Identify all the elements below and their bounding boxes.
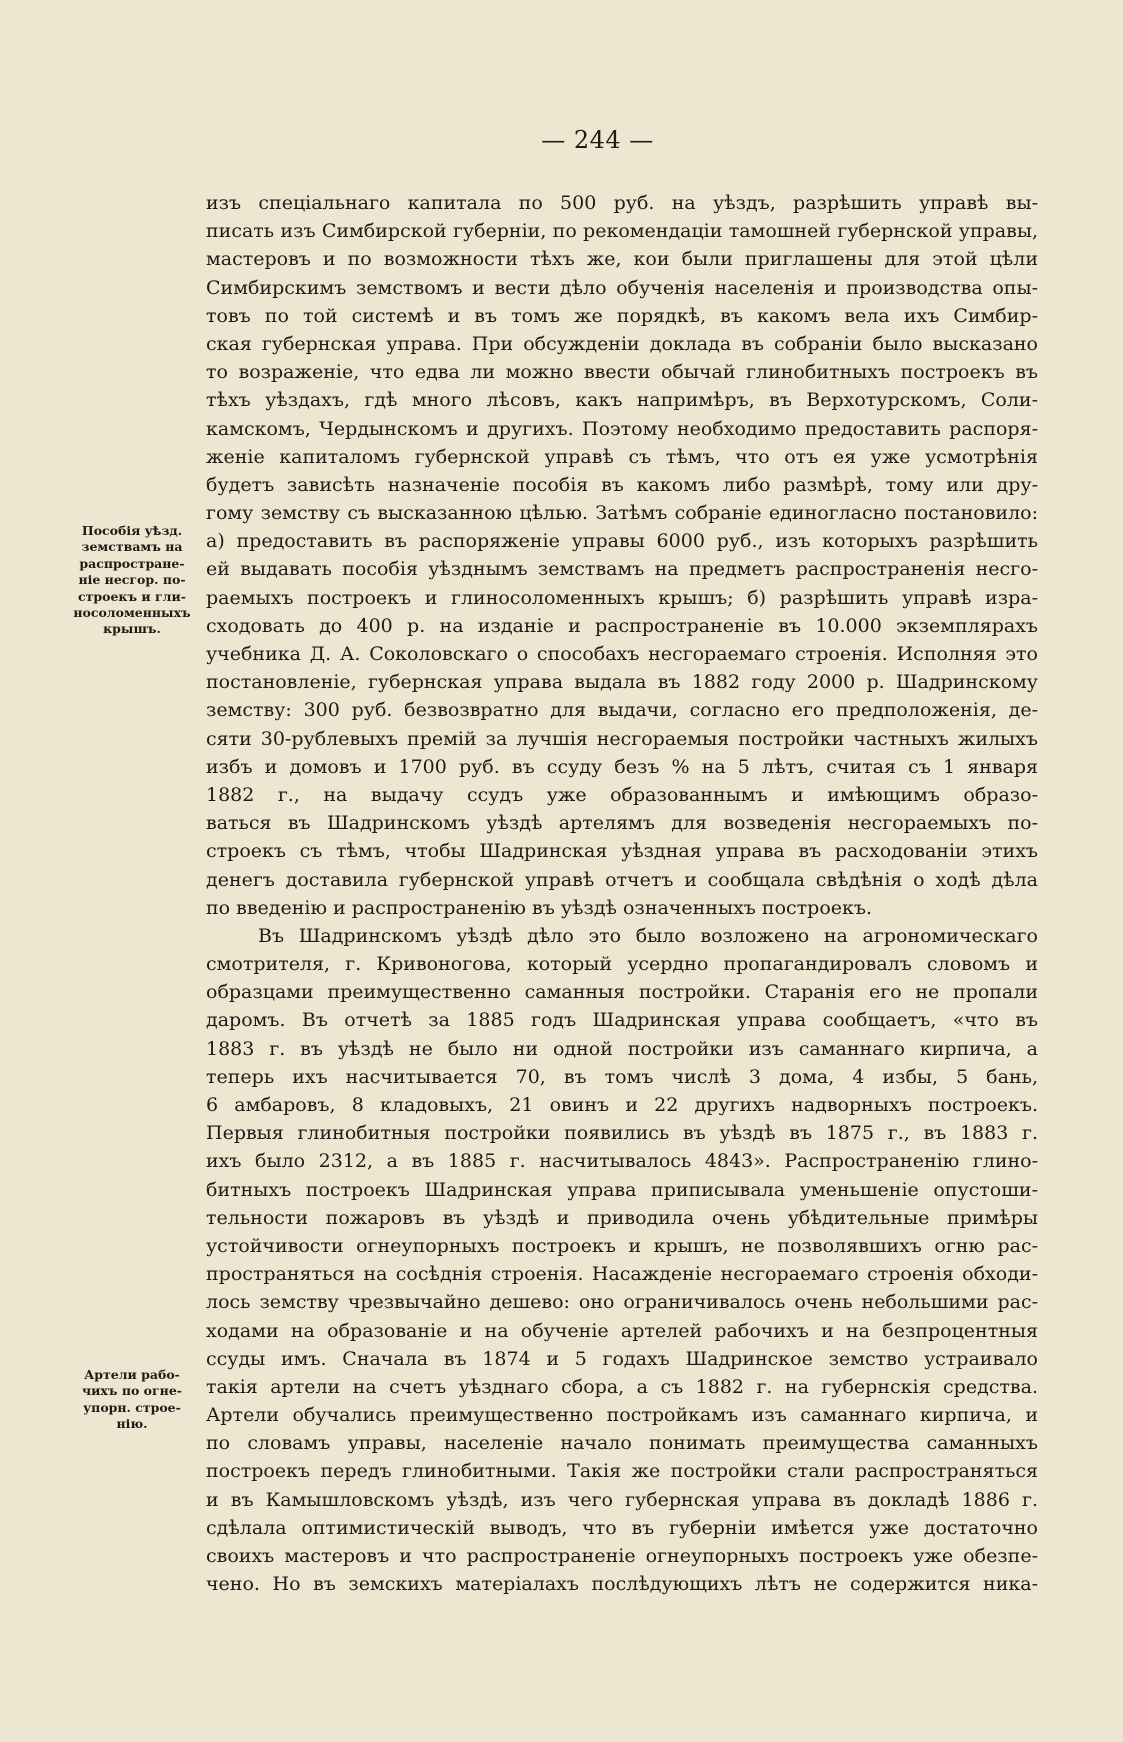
margin-note-line: носоломенныхъ	[73, 605, 191, 621]
text-line: то возраженіе, что едва ли можно ввести обычай глинобитныхъ построекъ въ	[206, 361, 1038, 384]
paragraph-start-line: Въ Шадринскомъ уѣздѣ дѣло это было возложено на агрономическаго	[258, 924, 1038, 947]
text-line: ходами на образованіе и на обученіе артелей рабочихъ и на безпроцентныя	[206, 1319, 1038, 1342]
text-line: Первыя глинобитныя постройки появились въ уѣздѣ въ 1875 г., въ 1883 г.	[206, 1122, 1038, 1145]
margin-note-line: нію.	[116, 1416, 148, 1432]
text-line: теперь ихъ насчитывается 70, въ томъ числѣ 3 дома, 4 избы, 5 бань,	[206, 1065, 1038, 1088]
text-line: Симбирскимъ земствомъ и вести дѣло обученія населенія и производства опы-	[206, 276, 1038, 299]
text-line: битныхъ построекъ Шадринская управа приписывала уменьшеніе опустоши-	[206, 1178, 1038, 1201]
text-line: и въ Камышловскомъ уѣздѣ, изъ чего губернская управа въ докладѣ 1886 г.	[206, 1488, 1038, 1511]
text-line: писать изъ Симбирской губерніи, по рекомендаціи тамошней губернской управы,	[206, 220, 1038, 243]
text-line: ей выдавать пособія уѣзднымъ земствамъ на предметъ распространенія несго-	[206, 558, 1038, 581]
text-line: сяти 30-рублевыхъ премій за лучшія несгораемыя постройки частныхъ жилыхъ	[206, 727, 1038, 750]
text-line: по словамъ управы, населеніе начало понимать преимущества саманныхъ	[206, 1432, 1038, 1455]
text-line: товъ по той системѣ и въ томъ же порядкѣ, въ какомъ вела ихъ Симбир-	[206, 304, 1038, 327]
text-line: ссуды имъ. Сначала въ 1874 и 5 годахъ Шадринское земство устраивало	[206, 1347, 1038, 1370]
text-line: пространяться на сосѣднія строенія. Насажденіе несгораемаго строенія обходи-	[206, 1263, 1038, 1286]
text-line: изъ спеціальнаго капитала по 500 руб. на уѣздъ, разрѣшить управѣ вы-	[206, 192, 1038, 214]
margin-note-line: Артели рабо-	[84, 1367, 180, 1382]
text-line: сходовать до 400 р. на изданіе и распространеніе въ 10.000 экземплярахъ	[206, 614, 1038, 637]
page-number: — 244 —	[541, 126, 654, 154]
text-line: по введенію и распространенію въ уѣздѣ означенныхъ построекъ.	[206, 896, 873, 919]
margin-note-line: ніе несгор. по-	[78, 572, 186, 588]
text-line: смотрителя, г. Кривоногова, который усердно пропагандировалъ словомъ и	[206, 953, 1038, 976]
text-line: своихъ мастеровъ и что распространеніе огнеупорныхъ построекъ уже обезпе-	[206, 1545, 1038, 1567]
text-line: мастеровъ и по возможности тѣхъ же, кои были приглашены для этой цѣли	[206, 248, 1038, 271]
text-line: земству: 300 руб. безвозвратно для выдачи, согласно его предположенія, де-	[206, 699, 1038, 722]
text-line: 6 амбаровъ, 8 кладовыхъ, 21 овинъ и 22 другихъ надворныхъ построекъ.	[206, 1094, 1038, 1116]
text-line: избъ и домовъ и 1700 руб. въ ссуду безъ % на 5 лѣтъ, считая съ 1 января	[206, 755, 1038, 778]
text-line: ихъ было 2312, а въ 1885 г. насчитывалось 4843». Распространенію глино-	[206, 1150, 1038, 1173]
margin-note-line: распростране-	[79, 555, 185, 571]
main-text-block	[206, 189, 1038, 1598]
text-line: учебника Д. А. Соколовскаго о способахъ несгораемаго строенія. Исполняя это	[206, 643, 1038, 665]
text-line: будетъ зависѣть назначеніе пособія въ какомъ либо размѣрѣ, тому или дру-	[206, 473, 1038, 496]
text-line: построекъ передъ глинобитными. Такія же постройки стали распространяться	[206, 1460, 1038, 1483]
text-line: гому земству съ высказанною цѣлью. Затѣмъ собраніе единогласно постановило:	[206, 502, 1038, 525]
margin-note-line: строекъ и гли-	[78, 588, 186, 604]
margin-note-line: Пособія уѣзд.	[81, 523, 183, 538]
text-line: 1883 г. въ уѣздѣ не было ни одной постройки изъ саманнаго кирпича, а	[206, 1037, 1038, 1060]
text-line: лось земству чрезвычайно дешево: оно ограничивалось очень небольшими рас-	[206, 1291, 1038, 1314]
text-line: устойчивости огнеупорныхъ построекъ и крышъ, не позволявшихъ огню рас-	[206, 1234, 1038, 1257]
text-line: такія артели на счетъ уѣзднаго сбора, а съ 1882 г. на губернскія средства.	[206, 1375, 1038, 1398]
margin-note-workers-artels	[64, 1367, 200, 1433]
margin-note-line: упорн. строе-	[83, 1399, 181, 1415]
margin-note-line: чихъ по огне-	[82, 1383, 182, 1399]
margin-note-line: крышъ.	[103, 621, 161, 637]
text-line: камскомъ, Чердынскомъ и другихъ. Поэтому необходимо предоставить распоря-	[206, 417, 1038, 440]
text-line: 1882 г., на выдачу ссудъ уже образованнымъ и имѣющимъ образо-	[206, 783, 1038, 806]
text-line: Артели обучались преимущественно постройкамъ изъ саманнаго кирпича, и	[206, 1404, 1038, 1427]
text-line: раемыхъ построекъ и глиносоломенныхъ крышъ; б) разрѣшить управѣ изра-	[206, 586, 1038, 609]
text-line: тельности пожаровъ въ уѣздѣ и приводила очень убѣдительные примѣры	[206, 1206, 1038, 1229]
text-line: а) предоставить въ распоряженіе управы 6000 руб., изъ которыхъ разрѣшить	[206, 530, 1038, 553]
text-line: женіе капиталомъ губернской управѣ съ тѣмъ, что отъ ея уже усмотрѣнія	[206, 445, 1038, 468]
text-line: даромъ. Въ отчетѣ за 1885 годъ Шадринская управа сообщаетъ, «что въ	[206, 1009, 1038, 1032]
text-line: чено. Но въ земскихъ матеріалахъ послѣдующихъ лѣтъ не содержится ника-	[206, 1573, 1038, 1596]
text-line: ваться въ Шадринскомъ уѣздѣ артелямъ для возведенія несгораемыхъ по-	[206, 812, 1038, 835]
text-line: постановленіе, губернская управа выдала въ 1882 году 2000 р. Шадринскому	[206, 671, 1038, 694]
margin-note-fire-proof-subsidies	[64, 523, 200, 638]
text-line: образцами преимущественно саманныя постройки. Старанія его не пропали	[206, 981, 1038, 1004]
margin-note-line: земствамъ на	[81, 539, 183, 555]
text-line: строекъ съ тѣмъ, чтобы Шадринская уѣздная управа въ расходованіи этихъ	[206, 840, 1038, 863]
text-line: тѣхъ уѣздахъ, гдѣ много лѣсовъ, какъ напримѣръ, въ Верхотурскомъ, Соли-	[206, 389, 1038, 412]
text-line: ская губернская управа. При обсужденіи доклада въ собраніи было высказано	[206, 332, 1038, 355]
text-line: денегъ доставила губернской управѣ отчетъ и сообщала свѣдѣнія о ходѣ дѣла	[206, 868, 1038, 891]
text-line: сдѣлала оптимистическій выводъ, что въ губерніи имѣется уже достаточно	[206, 1516, 1038, 1539]
